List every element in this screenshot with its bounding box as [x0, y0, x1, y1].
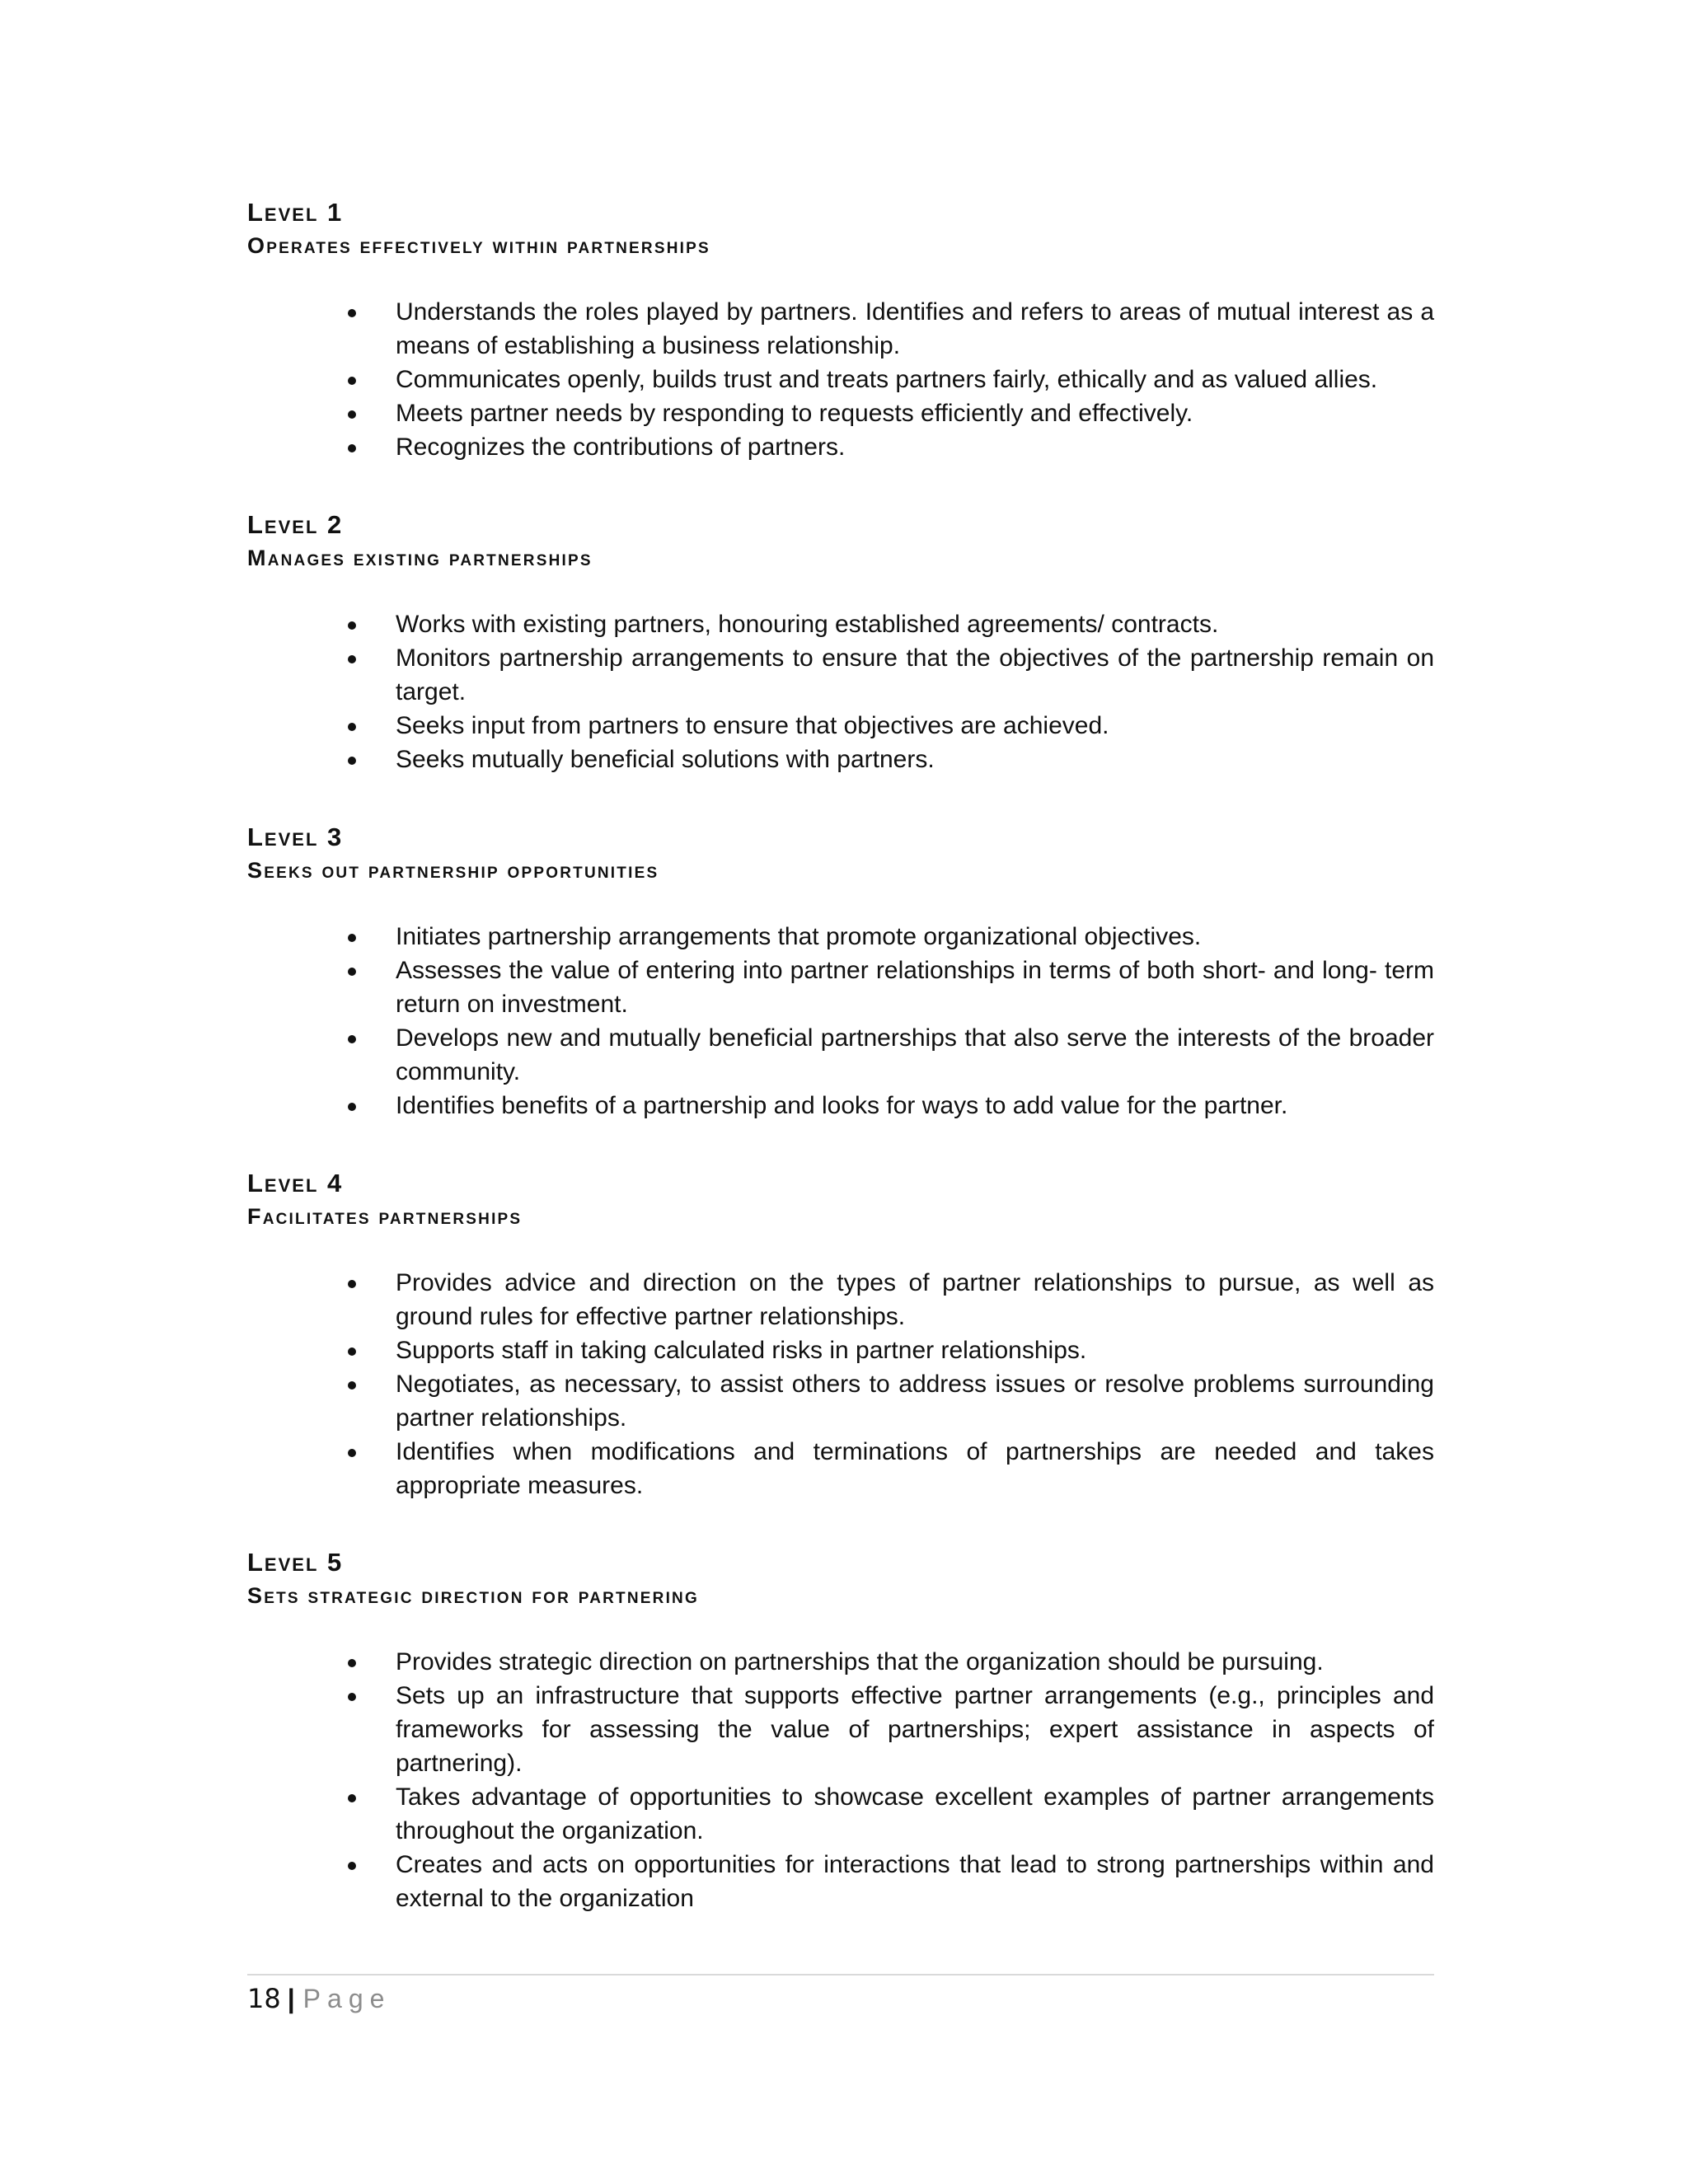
list-item — [247, 1089, 1434, 1122]
bullet-icon — [348, 1862, 356, 1870]
bullet-icon — [348, 1693, 356, 1701]
level-subtitle: Operates effectively within partnerships — [247, 233, 710, 258]
bullet-icon — [348, 1794, 356, 1802]
list-item-text: Seeks mutually beneficial solutions with partners. — [396, 746, 935, 773]
bullet-icon — [348, 968, 356, 976]
list-item-text: Understands the roles played by partners. Identifies and refers to areas of mutual interest as a means of establishing a business relationship. — [396, 298, 1434, 359]
bullet-icon — [348, 444, 356, 452]
level-3-section — [247, 821, 1434, 1122]
level-subtitle: Seeks out partnership opportunities — [247, 858, 659, 883]
list-item-text: Communicates openly, builds trust and treats partners fairly, ethically and as valued allies. — [396, 366, 1378, 393]
bullet-list — [247, 1266, 1434, 1502]
list-item — [247, 396, 1434, 430]
level-subtitle: Manages existing partnerships — [247, 546, 593, 570]
list-item — [247, 920, 1434, 954]
page-number: 18 — [247, 1983, 281, 2014]
bullet-list — [247, 607, 1434, 776]
bullet-icon — [348, 934, 356, 942]
list-item — [247, 1679, 1434, 1780]
level-1-section — [247, 196, 1434, 464]
footer-separator: | — [287, 1984, 295, 2013]
list-item-text: Initiates partnership arrangements that promote organizational objectives. — [396, 923, 1202, 950]
list-item — [247, 1367, 1434, 1435]
list-item-text: Assesses the value of entering into partner relationships in terms of both short- and long- term return on investment. — [396, 957, 1434, 1018]
list-item — [247, 607, 1434, 641]
list-item — [247, 363, 1434, 396]
level-heading: Level 5 — [247, 1548, 344, 1577]
bullet-icon — [348, 655, 356, 663]
list-item — [247, 709, 1434, 743]
page-label: Page — [302, 1984, 392, 2013]
list-item-text: Seeks input from partners to ensure that objectives are achieved. — [396, 712, 1109, 739]
page-footer — [247, 1981, 391, 2016]
list-item-text: Identifies when modifications and terminations of partnerships are needed and takes appropriate measures. — [396, 1438, 1434, 1499]
level-2-section — [247, 509, 1434, 776]
list-item-text: Provides strategic direction on partnerships that the organization should be pursuing. — [396, 1648, 1324, 1675]
list-item — [247, 1021, 1434, 1089]
list-item — [247, 1780, 1434, 1848]
level-heading: Level 2 — [247, 510, 344, 539]
list-item-text: Monitors partnership arrangements to ensure that the objectives of the partnership remain on target. — [396, 644, 1434, 705]
bullet-icon — [348, 1659, 356, 1667]
level-heading: Level 1 — [247, 198, 344, 227]
bullet-list — [247, 295, 1434, 464]
list-item-text: Takes advantage of opportunities to showcase excellent examples of partner arrangements throughout the organization. — [396, 1783, 1434, 1844]
list-item-text: Creates and acts on opportunities for interactions that lead to strong partnerships within and external to the organization — [396, 1851, 1434, 1912]
list-item-text: Identifies benefits of a partnership and looks for ways to add value for the partner. — [396, 1092, 1288, 1119]
list-item — [247, 295, 1434, 363]
list-item-text: Sets up an infrastructure that supports effective partner arrangements (e.g., principles and frameworks for assessing the value of partnerships; expert assistance in aspects of partnering). — [396, 1682, 1434, 1777]
list-item-text: Works with existing partners, honouring established agreements/ contracts. — [396, 611, 1219, 638]
list-item — [247, 1435, 1434, 1502]
level-subtitle: Facilitates partnerships — [247, 1204, 523, 1229]
level-heading: Level 4 — [247, 1169, 344, 1197]
list-item — [247, 1333, 1434, 1367]
level-subtitle: Sets strategic direction for partnering — [247, 1583, 699, 1608]
bullet-icon — [348, 757, 356, 765]
list-item — [247, 641, 1434, 709]
bullet-icon — [348, 1103, 356, 1111]
bullet-icon — [348, 309, 356, 317]
list-item-text: Provides advice and direction on the types of partner relationships to pursue, as well as ground rules for effective partner relationships. — [396, 1269, 1434, 1330]
level-heading: Level 3 — [247, 823, 344, 851]
list-item-text: Supports staff in taking calculated risks in partner relationships. — [396, 1337, 1087, 1364]
list-item — [247, 954, 1434, 1021]
list-item-text: Recognizes the contributions of partners. — [396, 434, 846, 461]
list-item — [247, 743, 1434, 776]
list-item — [247, 1266, 1434, 1333]
list-item-text: Negotiates, as necessary, to assist others to address issues or resolve problems surrounding partner relationships. — [396, 1371, 1434, 1432]
bullet-icon — [348, 1347, 356, 1356]
bullet-icon — [348, 621, 356, 630]
bullet-list — [247, 920, 1434, 1122]
list-item — [247, 1645, 1434, 1679]
bullet-icon — [348, 377, 356, 385]
bullet-icon — [348, 410, 356, 419]
bullet-icon — [348, 1035, 356, 1043]
bullet-icon — [348, 1449, 356, 1457]
level-5-section — [247, 1546, 1434, 1915]
level-4-section — [247, 1167, 1434, 1502]
bullet-icon — [348, 723, 356, 731]
bullet-icon — [348, 1381, 356, 1390]
list-item-text: Meets partner needs by responding to requests efficiently and effectively. — [396, 400, 1193, 427]
bullet-icon — [348, 1280, 356, 1288]
footer-divider — [247, 1974, 1434, 1975]
list-item — [247, 430, 1434, 464]
bullet-list — [247, 1645, 1434, 1915]
list-item-text: Develops new and mutually beneficial partnerships that also serve the interests of the broader community. — [396, 1024, 1434, 1085]
list-item — [247, 1848, 1434, 1915]
